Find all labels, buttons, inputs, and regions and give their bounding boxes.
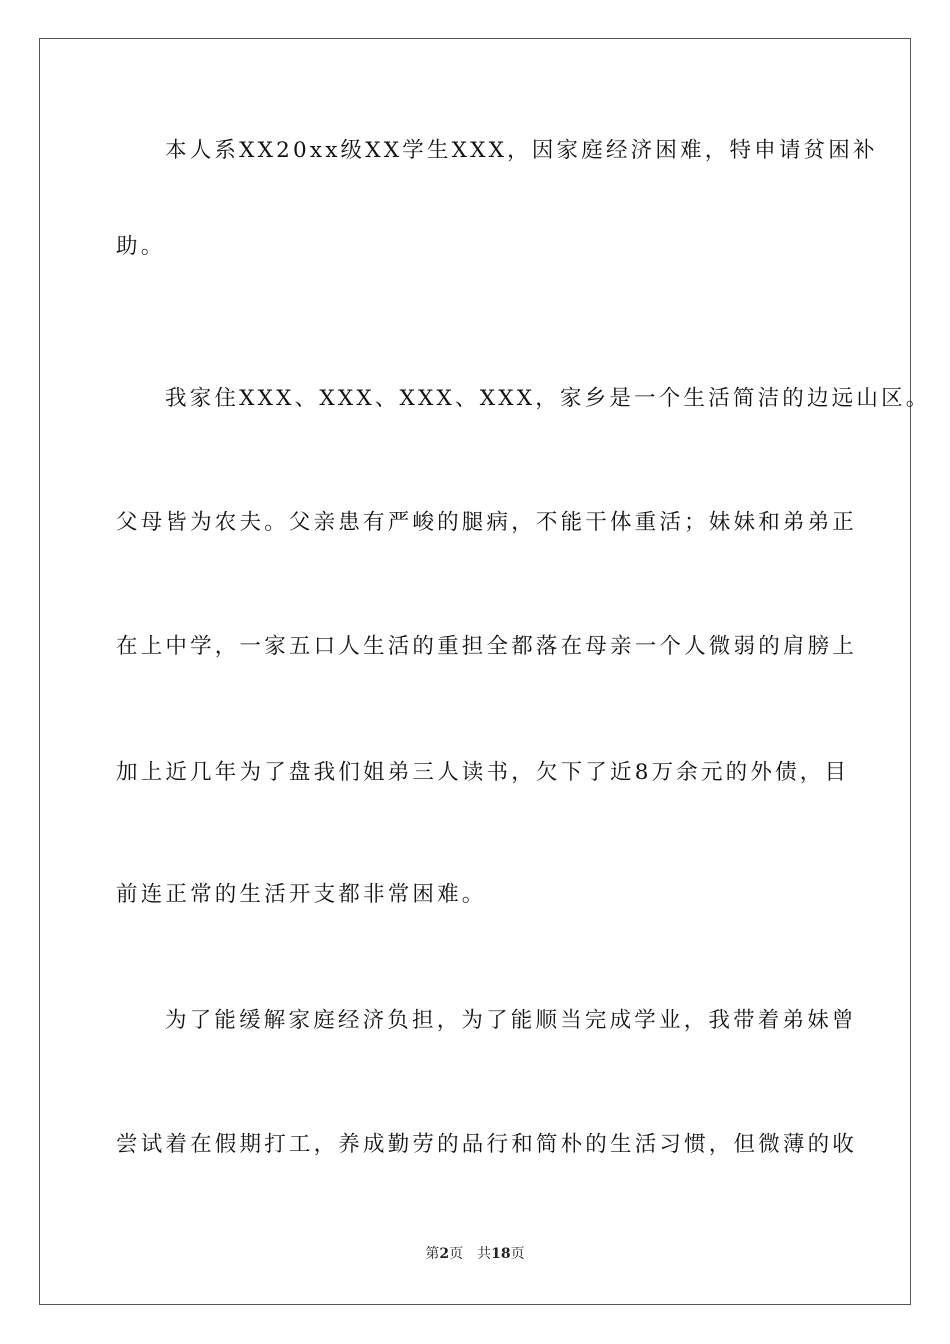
paragraph-line: 我家住XXX、XXX、XXX、XXX，家乡是一个生活简洁的边远山区。 — [165, 386, 931, 411]
paragraph-line: 为了能缓解家庭经济负担，为了能顺当完成学业，我带着弟妹曾 — [165, 1008, 857, 1033]
paragraph-line: 尝试着在假期打工，养成勤劳的品行和简朴的生活习惯，但微薄的收 — [116, 1132, 858, 1157]
footer-page-prefix: 第 — [425, 1246, 440, 1262]
footer-page-number: 2 — [439, 1246, 450, 1262]
paragraph-line: 助。 — [116, 234, 166, 259]
paragraph-line: 父母皆为农夫。父亲患有严峻的腿病，不能干体重活；妹妹和弟弟正 — [116, 510, 858, 535]
paragraph-line: 前连正常的生活开支都非常困难。 — [116, 882, 487, 907]
paragraph-line: 本人系XX20xx级XX学生XXX，因家庭经济困难，特申请贫困补 — [165, 138, 878, 163]
footer-total-prefix: 共 — [477, 1246, 492, 1262]
page-footer — [0, 1245, 950, 1263]
footer-page-suffix: 页 — [449, 1246, 464, 1262]
paragraph-line: 加上近几年为了盘我们姐弟三人读书，欠下了近8万余元的外债，目 — [116, 760, 850, 785]
paragraph-line: 在上中学，一家五口人生活的重担全都落在母亲一个人微弱的肩膀上 — [116, 634, 858, 659]
footer-total-suffix: 页 — [510, 1246, 525, 1262]
page-border — [39, 38, 931, 1305]
footer-total-pages: 18 — [491, 1246, 511, 1262]
